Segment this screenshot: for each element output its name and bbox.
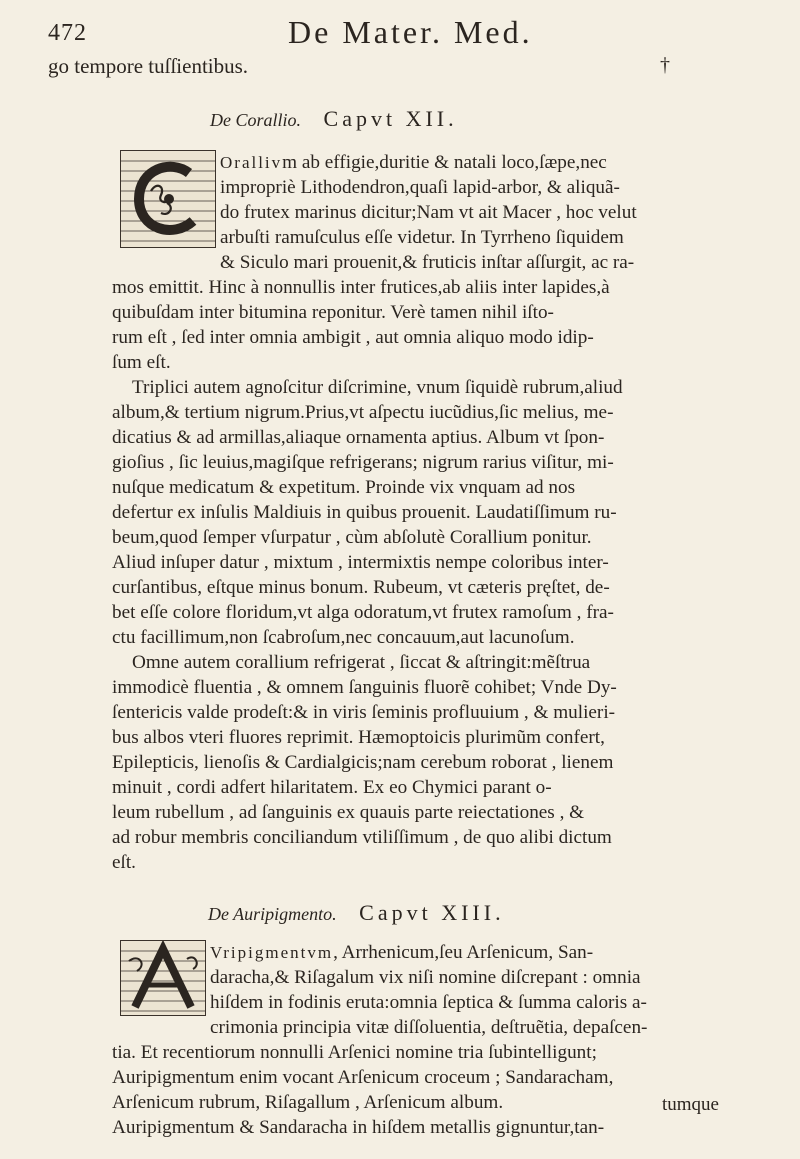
text-line: do frutex marinus dicitur;Nam vt ait Macer , hoc velut <box>220 202 637 223</box>
chapter-12-heading <box>210 106 458 132</box>
text-line: bus albos vteri fluores reprimit. Hæmoptoicis plurimũm confert, <box>112 727 605 748</box>
text-line: Aliud inſuper datur , mixtum , intermixtis nempe coloribus inter- <box>112 552 609 573</box>
chapter-13-text <box>112 940 694 1140</box>
chapter-12-subject: De Corallio. <box>210 110 302 130</box>
chapter-13-heading <box>208 900 505 926</box>
text-line: curſantibus, eſtque minus bonum. Rubeum, vt cæteris pręſtet, de- <box>112 577 610 598</box>
text-line: hiſdem in fodinis eruta:omnia ſeptica & ſumma caloris a- <box>210 992 647 1013</box>
text-line: leum rubellum , ad ſanguinis ex quauis parte reiectationes , & <box>112 802 585 823</box>
text-line: ſentericis valde prodeſt:& in viris ſeminis profluuium , & mulieri- <box>112 702 616 723</box>
lead-word: Vripigmentvm <box>210 943 334 962</box>
text-line: bet eſſe colore floridum,vt alga odoratum,vt frutex ramoſum , fra- <box>112 602 614 623</box>
text-line: arbuſti ramuſculus eſſe videtur. In Tyrrheno ſiquidem <box>220 227 624 248</box>
text-line: nuſque medicatum & expetitum. Proinde vix vnquam ad nos <box>112 477 576 498</box>
text-line: immodicè fluentia , & omnem ſanguinis fluorẽ cohibet; Vnde Dy- <box>112 677 617 698</box>
text-line: impropriè Lithodendron,quaſi lapid-arbor, & aliquã- <box>220 177 620 198</box>
chapter-13-label: Capvt XIII. <box>359 900 505 925</box>
text-line: Auripigmentum enim vocant Arſenicum croceum ; Sandaracham, <box>112 1067 614 1088</box>
text-line: album,& tertium nigrum.Prius,vt aſpectu iucũdius,ſic melius, me- <box>112 402 614 423</box>
text-line: rum eſt , ſed inter omnia ambigit , aut omnia aliquo modo idip- <box>112 327 594 348</box>
page-number: 472 <box>48 20 87 46</box>
text-line: tia. Et recentiorum nonnulli Arſenici nomine tria ſubintelligunt; <box>112 1042 597 1063</box>
text-line: eſt. <box>112 852 136 873</box>
text-line: Orallivm ab effigie,duritie & natali loco,ſæpe,nec <box>220 152 607 173</box>
lead-word: Oralliv <box>220 153 283 172</box>
continued-line: go tempore tuſſientibus. <box>48 54 249 78</box>
text-line: Epilepticis, lienoſis & Cardialgicis;nam cerebum roborat , lienem <box>112 752 614 773</box>
marginal-mark: † <box>660 54 670 76</box>
text-line: ad robur membris conciliandum vtiliſſimum , de quo alibi dictum <box>112 827 612 848</box>
text-line: ctu facillimum,non ſcabroſum,nec concauum,aut lacunoſum. <box>112 627 575 648</box>
chapter-13-subject: De Auripigmento. <box>208 904 337 924</box>
text-line: ſum eſt. <box>112 352 171 373</box>
text-line: dicatius & ad armillas,aliaque ornamenta aptius. Album vt ſpon- <box>112 427 605 448</box>
text-line: Omne autem corallium refrigerat , ſiccat & aſtringit:mẽſtrua <box>132 652 591 673</box>
text-line: beum,quod ſemper vſurpatur , cùm abſolutè Corallium ponitur. <box>112 527 592 548</box>
text-line: daracha,& Riſagalum vix niſi nomine diſcrepant : omnia <box>210 967 641 988</box>
text-line: & Siculo mari prouenit,& fruticis inſtar aſſurgit, ac ra- <box>220 252 635 273</box>
text-line: crimonia principia vitæ diſſoluentia, deſtruẽtia, depaſcen- <box>210 1017 648 1038</box>
chapter-12-text <box>112 150 694 875</box>
text-line: mos emittit. Hinc à nonnullis inter frutices,ab aliis inter lapides,à <box>112 277 610 298</box>
catchword: tumque <box>662 1094 719 1115</box>
text-line: Vripigmentvm, Arrhenicum,ſeu Arſenicum, San- <box>210 942 594 963</box>
text-line: defertur ex inſulis Maldiuis in quibus prouenit. Laudatiſſimum ru- <box>112 502 617 523</box>
text-line: Arſenicum rubrum, Riſagallum , Arſenicum album. <box>112 1092 504 1113</box>
running-head <box>48 14 708 54</box>
text-line: gioſius , ſic leuius,magiſque refrigerans; nigrum rarius viſitur, mi- <box>112 452 614 473</box>
text-line: Auripigmentum & Sandaracha in hiſdem metallis gignuntur,tan- <box>112 1117 605 1138</box>
text-line: quibuſdam inter bitumina reponitur. Verè tamen nihil iſto- <box>112 302 554 323</box>
chapter-12-label: Capvt XII. <box>323 106 458 131</box>
text-line: minuit , cordi adfert hilaritatem. Ex eo Chymici parant o- <box>112 777 552 798</box>
text-line: Triplici autem agnoſcitur diſcrimine, vnum ſiquidè rubrum,aliud <box>132 377 623 398</box>
running-title: De Mater. Med. <box>288 14 533 50</box>
